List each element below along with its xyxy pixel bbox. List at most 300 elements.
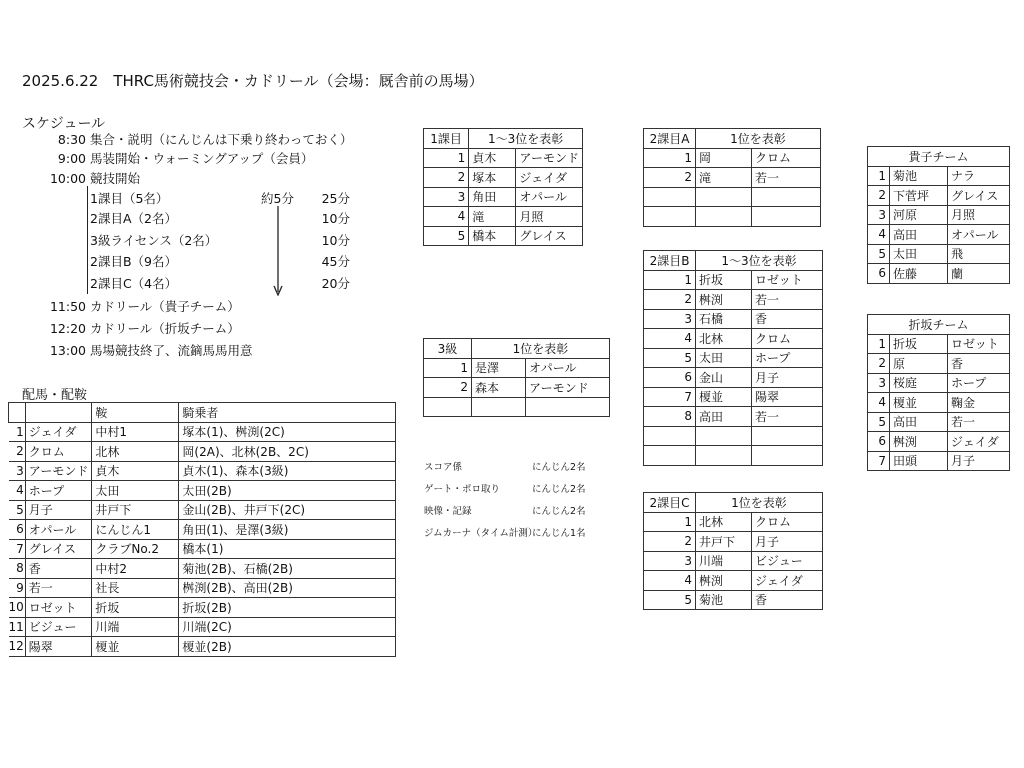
event1-row — [424, 148, 583, 168]
teamTakako-label: 貴子チーム — [868, 147, 1010, 167]
schedule-time: 11:50 — [49, 299, 86, 314]
event1-row — [424, 187, 583, 207]
haiba-saddle: 川端 — [92, 617, 179, 637]
haiba-horse: 月子 — [25, 500, 92, 520]
schedule-row — [22, 342, 362, 360]
schedule-duration: 45分 — [321, 254, 350, 269]
schedule-row — [22, 131, 362, 149]
haiba-row — [9, 500, 396, 520]
event1-row — [424, 226, 583, 246]
schedule-heading: スケジュール — [22, 116, 106, 132]
event1-rider: 角田 — [469, 187, 516, 207]
teamOrisaka-no: 1 — [868, 334, 890, 354]
haiba-header-cell — [25, 403, 92, 423]
event2c-horse: 月子 — [752, 532, 823, 552]
level3-row — [424, 378, 610, 398]
haiba-horse: アーモンド — [25, 461, 92, 481]
event2a-rider — [696, 187, 752, 207]
event2b-horse: 香 — [752, 309, 823, 329]
event2c-rider: 菊池 — [696, 590, 752, 610]
event1-no: 3 — [424, 187, 469, 207]
haiba-no: 8 — [9, 559, 26, 579]
schedule-row — [22, 253, 362, 271]
event2b-no: 7 — [644, 387, 696, 407]
haiba-riders: 折坂(2B) — [179, 598, 396, 618]
event2c-horse: ビジュー — [752, 551, 823, 571]
page-title: 2025.6.22 THRC馬術競技会・カドリール（会場：厩舎前の馬場） — [22, 72, 484, 90]
event1-horse: オパール — [516, 187, 583, 207]
staff-note-role: 映像・記録 — [424, 506, 472, 517]
haiba-saddle: クラブNo.2 — [92, 539, 179, 559]
haiba-no: 1 — [9, 422, 26, 442]
event2b-horse: クロム — [752, 329, 823, 349]
teamTakako-rider: 河原 — [890, 205, 948, 225]
event2a-rider: 滝 — [696, 168, 752, 188]
haiba-row — [9, 422, 396, 442]
teamTakako-rider: 太田 — [890, 244, 948, 264]
event2b-no: 5 — [644, 348, 696, 368]
schedule-row — [22, 170, 362, 188]
event2a-row — [644, 148, 821, 168]
teamTakako-header-row — [868, 147, 1010, 167]
haiba-horse: 陽翠 — [25, 637, 92, 657]
haiba-no: 6 — [9, 520, 26, 540]
teamTakako-row — [868, 205, 1010, 225]
teamTakako-no: 4 — [868, 225, 890, 245]
event2c-horse: ジェイダ — [752, 571, 823, 591]
event2b-row — [644, 407, 823, 427]
teamOrisaka-rider: 高田 — [890, 412, 948, 432]
teamTakako-horse: オパール — [948, 225, 1010, 245]
teamTakako-rider: 高田 — [890, 225, 948, 245]
haiba-row — [9, 461, 396, 481]
event2b-horse: 若一 — [752, 407, 823, 427]
haiba-saddle: 中村2 — [92, 559, 179, 579]
event2c-header-row — [644, 493, 823, 513]
teamOrisaka-rider: 田頭 — [890, 451, 948, 471]
level3-no — [424, 397, 472, 417]
haiba-no: 10 — [9, 598, 26, 618]
haiba-row — [9, 520, 396, 540]
event2c-rider: 桝渕 — [696, 571, 752, 591]
schedule-bracket-line — [87, 186, 88, 294]
schedule-note: 約5分 — [261, 191, 294, 206]
schedule-row — [22, 150, 362, 168]
event2c-no: 2 — [644, 532, 696, 552]
schedule-time: 8:30 — [57, 132, 86, 147]
haiba-horse: オパール — [25, 520, 92, 540]
event2b-row — [644, 426, 823, 446]
haiba-horse: ジェイダ — [25, 422, 92, 442]
event2c-row — [644, 571, 823, 591]
haiba-header-row — [9, 403, 396, 423]
event2a-row — [644, 207, 821, 227]
schedule-duration: 25分 — [321, 191, 350, 206]
haiba-row — [9, 637, 396, 657]
event2a-horse — [752, 207, 821, 227]
event2a-row — [644, 187, 821, 207]
event2b-horse: ロゼット — [752, 270, 823, 290]
event2b-rider: 金山 — [696, 368, 752, 388]
schedule-row — [22, 298, 362, 316]
teamOrisaka-no: 5 — [868, 412, 890, 432]
teamOrisaka-horse: 香 — [948, 354, 1010, 374]
event2b-award: 1～3位を表彰 — [696, 251, 823, 271]
event1-no: 2 — [424, 168, 469, 188]
level3-label: 3級 — [424, 339, 472, 359]
teamOrisaka-horse: ホープ — [948, 373, 1010, 393]
teamTakako-no: 5 — [868, 244, 890, 264]
event1-rider: 貞木 — [469, 148, 516, 168]
teamTakako-rider: 菊池 — [890, 166, 948, 186]
event2c-table — [643, 492, 823, 610]
event2b-rider — [696, 446, 752, 466]
haiba-no: 5 — [9, 500, 26, 520]
teamTakako-no: 1 — [868, 166, 890, 186]
haiba-no: 7 — [9, 539, 26, 559]
event2b-row — [644, 329, 823, 349]
event2b-row — [644, 270, 823, 290]
event2c-rider: 川端 — [696, 551, 752, 571]
event2b-label: 2課目B — [644, 251, 696, 271]
event2a-no — [644, 187, 696, 207]
haiba-no: 4 — [9, 481, 26, 501]
event2c-horse: クロム — [752, 512, 823, 532]
haiba-no: 12 — [9, 637, 26, 657]
haiba-riders: 太田(2B) — [179, 481, 396, 501]
event2b-row — [644, 387, 823, 407]
teamTakako-no: 3 — [868, 205, 890, 225]
event2b-row — [644, 368, 823, 388]
teamTakako-row — [868, 186, 1010, 206]
event2a-rider — [696, 207, 752, 227]
teamOrisaka-no: 3 — [868, 373, 890, 393]
haiba-horse: ロゼット — [25, 598, 92, 618]
event2b-horse: 陽翠 — [752, 387, 823, 407]
haiba-saddle: 太田 — [92, 481, 179, 501]
event1-label: 1課目 — [424, 129, 469, 149]
teamOrisaka-row — [868, 334, 1010, 354]
level3-horse: アーモンド — [526, 378, 610, 398]
staff-note-row — [424, 457, 586, 479]
haiba-horse: クロム — [25, 442, 92, 462]
team-takako-table — [867, 146, 1010, 284]
event2b-no: 3 — [644, 309, 696, 329]
haiba-heading: 配馬・配鞍 — [22, 388, 88, 403]
event2a-horse: 若一 — [752, 168, 821, 188]
haiba-row — [9, 598, 396, 618]
team-orisaka-table — [867, 314, 1010, 471]
event2b-row — [644, 348, 823, 368]
haiba-saddle: 榎並 — [92, 637, 179, 657]
haiba-saddle: 北林 — [92, 442, 179, 462]
event2b-no: 8 — [644, 407, 696, 427]
event2b-no — [644, 426, 696, 446]
event1-award: 1～3位を表彰 — [469, 129, 583, 149]
event2a-no — [644, 207, 696, 227]
event2b-no: 4 — [644, 329, 696, 349]
event2c-no: 1 — [644, 512, 696, 532]
schedule-text: 2課目A（2名） — [90, 211, 177, 226]
staff-note-who: にんじん1名 — [532, 528, 586, 539]
event1-header-row — [424, 129, 583, 149]
event2b-rider: 高田 — [696, 407, 752, 427]
haiba-horse: グレイス — [25, 539, 92, 559]
haiba-header-cell — [9, 403, 26, 423]
schedule-time: 12:20 — [49, 321, 86, 336]
haiba-horse: ホープ — [25, 481, 92, 501]
teamOrisaka-no: 7 — [868, 451, 890, 471]
teamOrisaka-no: 6 — [868, 432, 890, 452]
event2c-row — [644, 512, 823, 532]
event1-rider: 橋本 — [469, 226, 516, 246]
event2c-rider: 井戸下 — [696, 532, 752, 552]
haiba-row — [9, 578, 396, 598]
event2c-no: 3 — [644, 551, 696, 571]
schedule-text: 3級ライセンス（2名） — [90, 233, 218, 248]
level3-horse: オパール — [526, 358, 610, 378]
event2b-horse — [752, 426, 823, 446]
staff-note-who: にんじん2名 — [532, 484, 586, 495]
event1-no: 5 — [424, 226, 469, 246]
schedule-duration: 20分 — [321, 276, 350, 291]
teamTakako-row — [868, 166, 1010, 186]
level3-horse — [526, 397, 610, 417]
event2b-horse — [752, 446, 823, 466]
event2c-label: 2課目C — [644, 493, 696, 513]
level3-header-row — [424, 339, 610, 359]
level3-rider: 森本 — [472, 378, 526, 398]
haiba-riders: 塚本(1)、桝渕(2C) — [179, 422, 396, 442]
schedule-text: カドリール（貴子チーム） — [90, 299, 240, 314]
level3-rider: 是澤 — [472, 358, 526, 378]
haiba-riders: 榎並(2B) — [179, 637, 396, 657]
event2c-rider: 北林 — [696, 512, 752, 532]
arrow-down-icon — [271, 206, 285, 296]
haiba-no: 3 — [9, 461, 26, 481]
teamOrisaka-horse: ジェイダ — [948, 432, 1010, 452]
event1-no: 1 — [424, 148, 469, 168]
event2b-no — [644, 446, 696, 466]
staff-note-row — [424, 479, 586, 501]
teamTakako-row — [868, 244, 1010, 264]
level3-no: 1 — [424, 358, 472, 378]
schedule-duration: 10分 — [321, 211, 350, 226]
staff-note-who: にんじん2名 — [532, 506, 586, 517]
event1-horse: アーモンド — [516, 148, 583, 168]
schedule-row — [22, 232, 362, 250]
event2a-rider: 岡 — [696, 148, 752, 168]
event2b-horse: 若一 — [752, 290, 823, 310]
event2b-rider: 榎並 — [696, 387, 752, 407]
event2b-rider: 石橋 — [696, 309, 752, 329]
event1-rider: 滝 — [469, 207, 516, 227]
level3-rider — [472, 397, 526, 417]
haiba-riders: 川端(2C) — [179, 617, 396, 637]
teamOrisaka-rider: 折坂 — [890, 334, 948, 354]
schedule-text: 馬場競技終了、流鏑馬馬用意 — [90, 343, 253, 358]
event2a-row — [644, 168, 821, 188]
haiba-riders: 金山(2B)、井戸下(2C) — [179, 500, 396, 520]
schedule-text: 競技開始 — [90, 171, 141, 186]
haiba-saddle: 社長 — [92, 578, 179, 598]
event2c-no: 4 — [644, 571, 696, 591]
teamOrisaka-horse: 鞠金 — [948, 393, 1010, 413]
teamOrisaka-horse: ロゼット — [948, 334, 1010, 354]
teamOrisaka-no: 4 — [868, 393, 890, 413]
teamOrisaka-header-row — [868, 315, 1010, 335]
event2b-rider: 折坂 — [696, 270, 752, 290]
event2a-label: 2課目A — [644, 129, 696, 149]
teamTakako-horse: 蘭 — [948, 264, 1010, 284]
haiba-saddle: 井戸下 — [92, 500, 179, 520]
teamOrisaka-no: 2 — [868, 354, 890, 374]
event2a-table — [643, 128, 821, 227]
event2c-row — [644, 532, 823, 552]
event2a-award: 1位を表彰 — [696, 129, 821, 149]
haiba-horse: 香 — [25, 559, 92, 579]
haiba-riders: 岡(2A)、北林(2B、2C) — [179, 442, 396, 462]
event1-rider: 塚本 — [469, 168, 516, 188]
haiba-header-cell: 鞍 — [92, 403, 179, 423]
teamOrisaka-label: 折坂チーム — [868, 315, 1010, 335]
teamTakako-no: 6 — [868, 264, 890, 284]
event2c-row — [644, 590, 823, 610]
event2a-horse: クロム — [752, 148, 821, 168]
event2b-header-row — [644, 251, 823, 271]
haiba-row — [9, 559, 396, 579]
teamTakako-row — [868, 225, 1010, 245]
schedule-row — [22, 210, 362, 228]
event2b-no: 2 — [644, 290, 696, 310]
haiba-riders: 菊池(2B)、石橋(2B) — [179, 559, 396, 579]
event1-horse: ジェイダ — [516, 168, 583, 188]
event2b-rider: 太田 — [696, 348, 752, 368]
event2b-rider — [696, 426, 752, 446]
teamTakako-no: 2 — [868, 186, 890, 206]
event2b-rider: 北林 — [696, 329, 752, 349]
schedule-duration: 10分 — [321, 233, 350, 248]
haiba-saddle: 貞木 — [92, 461, 179, 481]
level3-table — [423, 338, 610, 417]
haiba-row — [9, 617, 396, 637]
teamOrisaka-row — [868, 451, 1010, 471]
event2b-no: 1 — [644, 270, 696, 290]
haiba-table — [8, 402, 396, 657]
haiba-saddle: にんじん1 — [92, 520, 179, 540]
teamOrisaka-row — [868, 393, 1010, 413]
schedule-row — [22, 275, 362, 293]
teamOrisaka-row — [868, 373, 1010, 393]
event1-row — [424, 168, 583, 188]
level3-award: 1位を表彰 — [472, 339, 610, 359]
level3-row — [424, 397, 610, 417]
schedule-text: 2課目C（4名） — [90, 276, 178, 291]
haiba-riders: 貞木(1)、森本(3級) — [179, 461, 396, 481]
haiba-row — [9, 442, 396, 462]
teamOrisaka-row — [868, 412, 1010, 432]
teamOrisaka-rider: 桜庭 — [890, 373, 948, 393]
teamOrisaka-row — [868, 354, 1010, 374]
event2c-no: 5 — [644, 590, 696, 610]
haiba-horse: ビジュー — [25, 617, 92, 637]
event2a-no: 2 — [644, 168, 696, 188]
teamOrisaka-rider: 榎並 — [890, 393, 948, 413]
event2b-row — [644, 446, 823, 466]
haiba-row — [9, 539, 396, 559]
staff-note-who: にんじん2名 — [532, 462, 586, 473]
teamTakako-horse: 月照 — [948, 205, 1010, 225]
haiba-saddle: 折坂 — [92, 598, 179, 618]
haiba-riders: 桝渕(2B)、高田(2B) — [179, 578, 396, 598]
event2b-row — [644, 290, 823, 310]
haiba-no: 9 — [9, 578, 26, 598]
teamOrisaka-row — [868, 432, 1010, 452]
schedule-time: 10:00 — [49, 171, 86, 186]
haiba-saddle: 中村1 — [92, 422, 179, 442]
teamOrisaka-horse: 若一 — [948, 412, 1010, 432]
event2c-award: 1位を表彰 — [696, 493, 823, 513]
haiba-no: 11 — [9, 617, 26, 637]
staff-note-row — [424, 501, 586, 523]
schedule-text: 集合・説明（にんじんは下乗り終わっておく） — [90, 132, 353, 147]
staff-note-role: スコア係 — [424, 462, 463, 473]
haiba-header-cell: 騎乗者 — [179, 403, 396, 423]
event2a-no: 1 — [644, 148, 696, 168]
teamTakako-horse: グレイス — [948, 186, 1010, 206]
schedule-row — [22, 190, 362, 208]
haiba-horse: 若一 — [25, 578, 92, 598]
event2b-rider: 桝渕 — [696, 290, 752, 310]
haiba-riders: 橋本(1) — [179, 539, 396, 559]
staff-note-role: ジムカーナ（タイム計測） — [424, 528, 538, 539]
haiba-no: 2 — [9, 442, 26, 462]
event1-horse: グレイス — [516, 226, 583, 246]
event2a-horse — [752, 187, 821, 207]
event1-horse: 月照 — [516, 207, 583, 227]
schedule-text: 2課目B（9名） — [90, 254, 177, 269]
schedule-text: 1課目（5名） — [90, 191, 169, 206]
schedule-text: 馬装開始・ウォーミングアップ（会員） — [90, 151, 314, 166]
event2b-horse: ホープ — [752, 348, 823, 368]
event2c-horse: 香 — [752, 590, 823, 610]
haiba-riders: 角田(1)、是澤(3級) — [179, 520, 396, 540]
teamOrisaka-rider: 原 — [890, 354, 948, 374]
event1-no: 4 — [424, 207, 469, 227]
haiba-row — [9, 481, 396, 501]
event2b-table — [643, 250, 823, 466]
schedule-row — [22, 320, 362, 338]
teamTakako-horse: ナラ — [948, 166, 1010, 186]
teamOrisaka-horse: 月子 — [948, 451, 1010, 471]
event1-table — [423, 128, 583, 246]
staff-notes — [424, 457, 586, 545]
staff-note-row — [424, 523, 586, 545]
level3-no: 2 — [424, 378, 472, 398]
event2a-header-row — [644, 129, 821, 149]
schedule-time: 9:00 — [57, 151, 86, 166]
teamTakako-rider: 下菅坪 — [890, 186, 948, 206]
event2c-row — [644, 551, 823, 571]
teamTakako-rider: 佐藤 — [890, 264, 948, 284]
teamTakako-horse: 飛 — [948, 244, 1010, 264]
level3-row — [424, 358, 610, 378]
schedule-time: 13:00 — [49, 343, 86, 358]
event2b-no: 6 — [644, 368, 696, 388]
event2b-row — [644, 309, 823, 329]
teamTakako-row — [868, 264, 1010, 284]
teamOrisaka-rider: 桝渕 — [890, 432, 948, 452]
